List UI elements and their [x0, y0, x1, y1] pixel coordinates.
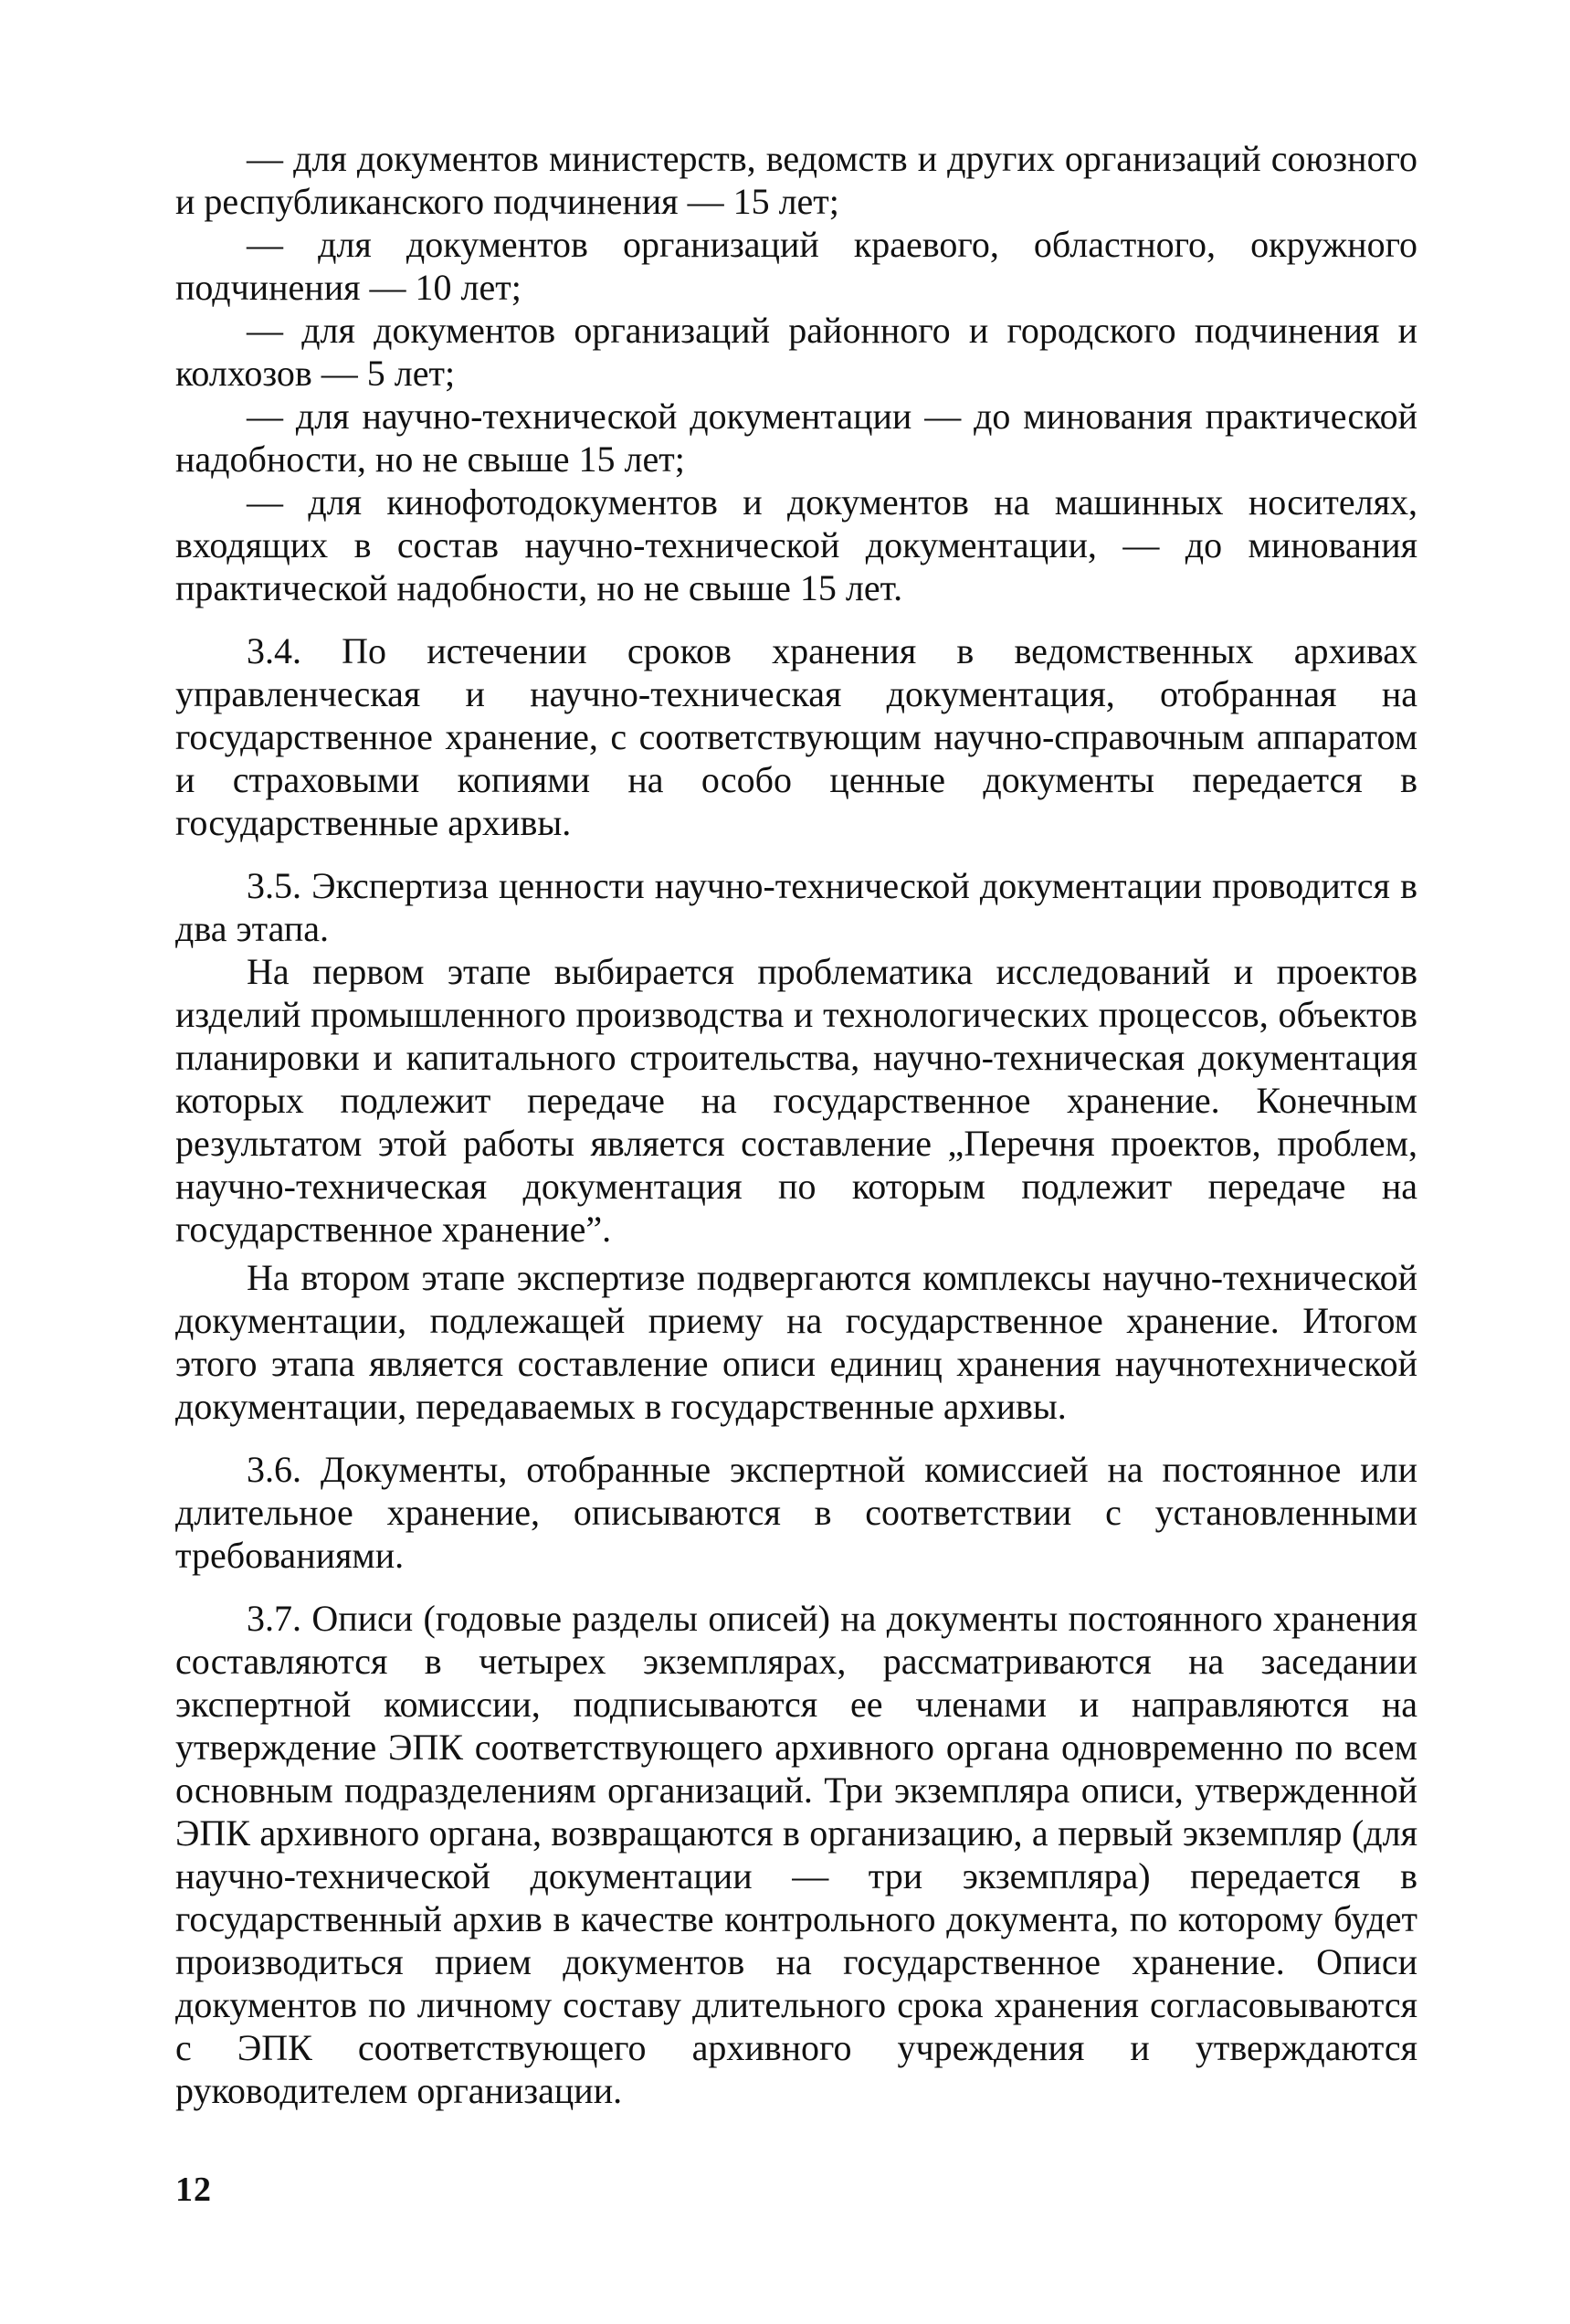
list-item-district-city: — для документов организаций районного и городского подчинения и колхозов — 5 лет; [175, 310, 1417, 394]
section-3-4: 3.4. По истечении сроков хранения в ведомственных архивах управленческая и научно-техническая документация, отобранная на государственное хранение, с соответствующим научно-справочным аппаратом и страховыми копиями на особо ценные документы передается в государственные архивы. [175, 630, 1417, 843]
section-3-6: 3.6. Документы, отобранные экспертной комиссией на постоянное или длительное хранение, описываются в соответствии с установленными требованиями. [175, 1449, 1417, 1576]
section-3-5: 3.5. Экспертиза ценности научно-технической документации проводится в два этапа. [175, 865, 1417, 949]
section-3-5-second-stage: На втором этапе экспертизе подвергаются комплексы научно-технической документации, подлежащей приему на государственное хранение. Итогом этого этапа является составление описи единиц хранения научнотехнической документации, передаваемых в государственные архивы. [175, 1257, 1417, 1427]
list-item-regional: — для документов организаций краевого, областного, окружного подчинения — 10 лет; [175, 224, 1417, 308]
list-item-film-photo: — для кинофотодокументов и документов на машинных носителях, входящих в состав научно-технической документации, — до минования практической надобности, но не свыше 15 лет. [175, 481, 1417, 608]
list-item-union-republic: — для документов министерств, ведомств и других организаций союзного и республиканского подчинения — 15 лет; [175, 138, 1417, 222]
section-3-7: 3.7. Описи (годовые разделы описей) на документы постоянного хранения составляются в четырех экземплярах, рассматриваются на заседании экспертной комиссии, подписываются ее членами и направляются на утверждение ЭПК соответствующего архивного органа одновременно по всем основным подразделениям организаций. Три экземпляра описи, утвержденной ЭПК архивного органа, возвращаются в организацию, а первый экземпляр (для научно-технической документации — три экземпляра) передается в государственный архив в качестве контрольного документа, по которому будет производиться прием документов на государственное хранение. Описи документов по личному составу длительного срока хранения согласовываются с ЭПК соответствующего архивного учреждения и утверждаются руководителем организации. [175, 1598, 1417, 2111]
page-number: 12 [175, 2171, 212, 2209]
body-text [175, 137, 1417, 2112]
section-3-5-first-stage: На первом этапе выбирается проблематика исследований и проектов изделий промышленного производства и технологических процессов, объектов планировки и капитального строительства, научно-техническая документация которых подлежит передаче на государственное хранение. Конечным результатом этой работы является составление „Перечня проектов, проблем, научно-техническая документация по которым подлежит передаче на государственное хранение”. [175, 951, 1417, 1250]
list-item-scientific-technical: — для научно-технической документации — до минования практической надобности, но не свыше 15 лет; [175, 396, 1417, 480]
